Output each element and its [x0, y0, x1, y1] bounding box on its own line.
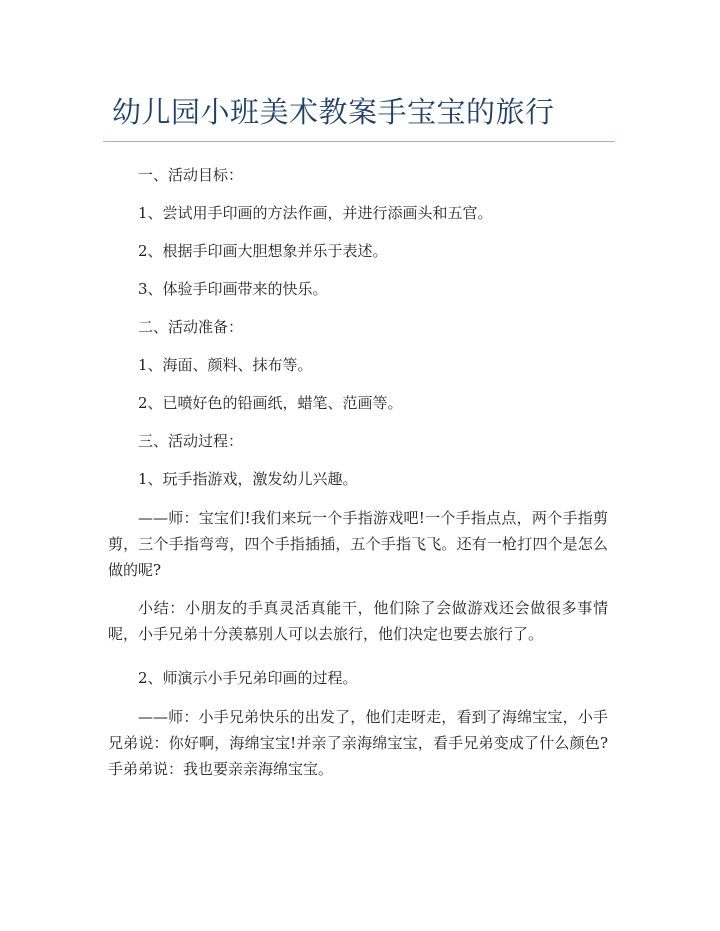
- section-heading-preparation: 二、活动准备：: [138, 318, 244, 336]
- summary-paragraph: 小结：小朋友的手真灵活真能干，他们除了会做游戏还会做很多事情呢，小手兄弟十分羡慕别人可以去旅行，他们决定也要去旅行了。: [108, 599, 608, 643]
- section-heading-process: 三、活动过程：: [138, 432, 244, 450]
- teacher-dialogue: ——师：小手兄弟快乐的出发了，他们走呀走，看到了海绵宝宝，小手兄弟说：你好啊，海绵宝宝!并亲了亲海绵宝宝，看手兄弟变成了什么颜色?手弟弟说：我也要亲亲海绵宝宝。: [108, 708, 608, 778]
- process-step: 1、玩手指游戏，激发幼儿兴趣。: [138, 470, 358, 488]
- process-step: 2、师演示小手兄弟印画的过程。: [138, 669, 358, 687]
- document-body: [108, 156, 608, 794]
- section-heading-goals: 一、活动目标：: [138, 166, 244, 184]
- goal-item: 2、根据手印画大胆想象并乐于表述。: [138, 242, 388, 260]
- document-title: 幼儿园小班美术教案手宝宝的旅行: [112, 95, 555, 129]
- title-divider: [103, 141, 615, 142]
- goal-item: 3、体验手印画带来的快乐。: [138, 280, 328, 298]
- preparation-item: 1、海面、颜料、抹布等。: [138, 356, 313, 374]
- teacher-dialogue: ——师：宝宝们!我们来玩一个手指游戏吧!一个手指点点，两个手指剪剪，三个手指弯弯，四个手指插插，五个手指飞飞。还有一枪打四个是怎么做的呢?: [108, 509, 608, 579]
- preparation-item: 2、已喷好色的铅画纸，蜡笔、范画等。: [138, 394, 403, 412]
- goal-item: 1、尝试用手印画的方法作画，并进行添画头和五官。: [138, 204, 493, 222]
